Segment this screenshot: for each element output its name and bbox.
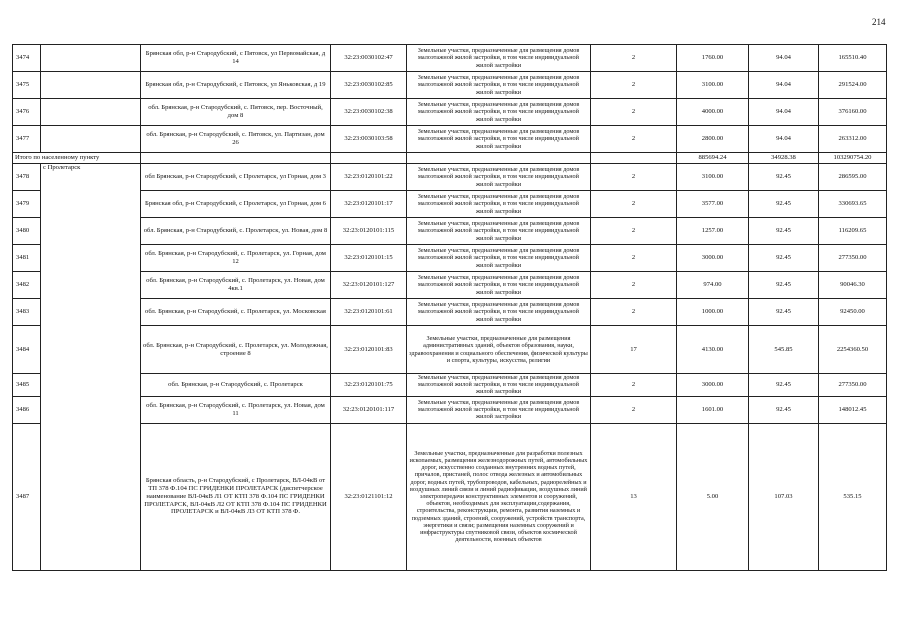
group-number: 2 <box>591 374 677 397</box>
cadastral-number: 32:23:0120101:61 <box>331 299 407 326</box>
cadastral-number: 32:23:0030102:85 <box>331 72 407 99</box>
address-cell: обл Брянская, р-н Стародубский, с Пролетарск, ул Горная, дом 3 <box>141 164 331 191</box>
row-number: 3484 <box>13 326 41 374</box>
rate-value: 92.45 <box>749 374 819 397</box>
cadastral-number: 32:23:0030103:58 <box>331 126 407 153</box>
table-body-bottom <box>13 164 887 571</box>
settlement-cell <box>41 45 141 72</box>
land-use-purpose: Земельные участки, предназначенные для размещения домов малоэтажной жилой застройки, в том числе индивидуальной жилой застройки <box>407 72 591 99</box>
cadastral-value: 116209.65 <box>819 218 887 245</box>
rate-value: 92.45 <box>749 164 819 191</box>
rate-value: 92.45 <box>749 218 819 245</box>
group-number: 2 <box>591 191 677 218</box>
table-row <box>13 45 887 72</box>
area-value: 1257.00 <box>677 218 749 245</box>
land-use-purpose: Земельные участки, предназначенные для размещения домов малоэтажной жилой застройки, в том числе индивидуальной жилой застройки <box>407 272 591 299</box>
address-cell: обл. Брянская, р-н Стародубский, с. Пролетарск, ул. Новая, дом 8 <box>141 218 331 245</box>
address-cell: Брянская обл, р-н Стародубский, с Пятовск, ул Яньковская, д 19 <box>141 72 331 99</box>
group-number: 2 <box>591 164 677 191</box>
land-use-purpose: Земельные участки, предназначенные для размещения домов малоэтажной жилой застройки, в том числе индивидуальной жилой застройки <box>407 245 591 272</box>
group-number: 2 <box>591 72 677 99</box>
cadastral-value: 92450.00 <box>819 299 887 326</box>
cadastral-number: 32:23:0120101:17 <box>331 191 407 218</box>
settlement-cell <box>41 72 141 99</box>
row-number: 3480 <box>13 218 41 245</box>
group-number: 2 <box>591 272 677 299</box>
cadastral-value: 165510.40 <box>819 45 887 72</box>
group-number: 2 <box>591 45 677 72</box>
group-number: 2 <box>591 126 677 153</box>
group-number: 2 <box>591 396 677 423</box>
cadastral-value: 376160.00 <box>819 99 887 126</box>
land-use-purpose: Земельные участки, предназначенные для размещения домов малоэтажной жилой застройки, в том числе индивидуальной жилой застройки <box>407 396 591 423</box>
land-use-purpose: Земельные участки, предназначенные для размещения административных зданий, объектов образования, науки, здравоохранения и социального обеспечения, физической культуры и спорта, культуры, искусства, религии <box>407 326 591 374</box>
area-value: 1000.00 <box>677 299 749 326</box>
row-number: 3478 <box>13 164 41 191</box>
address-cell: обл. Брянская, р-н Стародубский, с. Пролетарск, ул. Горная, дом 12 <box>141 245 331 272</box>
rate-value: 107.03 <box>749 423 819 570</box>
cadastral-value: 277350.00 <box>819 245 887 272</box>
rate-value: 545.85 <box>749 326 819 374</box>
table-row <box>13 326 887 374</box>
table-row <box>13 423 887 570</box>
table-summary <box>13 153 887 164</box>
land-use-purpose: Земельные участки, предназначенные для размещения домов малоэтажной жилой застройки, в том числе индивидуальной жилой застройки <box>407 99 591 126</box>
cadastral-number: 32:23:0120101:75 <box>331 374 407 397</box>
cadastral-value: 535.15 <box>819 423 887 570</box>
cadastral-number: 32:23:0030102:47 <box>331 45 407 72</box>
address-cell: Брянская обл, р-н Стародубский, с Пролетарск, ул Горная, дом 6 <box>141 191 331 218</box>
table-row <box>13 72 887 99</box>
row-number: 3474 <box>13 45 41 72</box>
area-value: 1601.00 <box>677 396 749 423</box>
cadastral-value-table <box>12 44 887 571</box>
row-number: 3485 <box>13 374 41 397</box>
row-number: 3482 <box>13 272 41 299</box>
cadastral-value: 263312.00 <box>819 126 887 153</box>
table-row <box>13 218 887 245</box>
rate-value: 92.45 <box>749 299 819 326</box>
rate-value: 94.04 <box>749 99 819 126</box>
address-cell: обл. Брянская, р-н Стародубский, с. Пролетарск <box>141 374 331 397</box>
cadastral-number: 32:23:0120101:22 <box>331 164 407 191</box>
summary-value: 103290754.20 <box>819 153 887 164</box>
cadastral-value: 330693.65 <box>819 191 887 218</box>
area-value: 5.00 <box>677 423 749 570</box>
cadastral-value: 277350.00 <box>819 374 887 397</box>
address-cell: Брянская область, р-н Стародубский, с Пролетарск, ВЛ-04кВ от ТП 378 Ф.104 ПС ГРИДЕНКИ ПРОЛЕТАРСК (диспетчерское наименование ВЛ-04кВ Л1 ОТ КТП 378 Ф.104 ПС ГРИДЕНКИ ПРОЛЕТАРСК, ВЛ-04кВ Л2 ОТ КТП 378 Ф.104 ПС ГРИДЕНКИ ПРОЛЕТАРСК и ВЛ-04кВ Л3 ОТ КТП 378 Ф. <box>141 423 331 570</box>
settlement-cell <box>41 126 141 153</box>
address-cell: обл. Брянская, р-н Стародубский, с. Пятовск, пер. Восточный, дом 8 <box>141 99 331 126</box>
cadastral-number: 32:23:0120101:83 <box>331 326 407 374</box>
row-number: 3477 <box>13 126 41 153</box>
table-row <box>13 272 887 299</box>
table-row <box>13 374 887 397</box>
land-use-purpose: Земельные участки, предназначенные для размещения домов малоэтажной жилой застройки, в том числе индивидуальной жилой застройки <box>407 126 591 153</box>
rate-value: 92.45 <box>749 272 819 299</box>
address-cell: обл. Брянская, р-н Стародубский, с. Пролетарск, ул. Московская <box>141 299 331 326</box>
table-row <box>13 126 887 153</box>
group-number: 2 <box>591 99 677 126</box>
group-number: 2 <box>591 218 677 245</box>
row-number: 3475 <box>13 72 41 99</box>
cadastral-number: 32:23:0120101:117 <box>331 396 407 423</box>
address-cell: обл. Брянская, р-н Стародубский, с. Пролетарск, ул. Молодежная, строение 8 <box>141 326 331 374</box>
table-row <box>13 164 887 191</box>
cadastral-value: 2254360.50 <box>819 326 887 374</box>
settlement-cell <box>41 99 141 126</box>
area-value: 4130.00 <box>677 326 749 374</box>
rate-value: 92.45 <box>749 396 819 423</box>
area-value: 3100.00 <box>677 164 749 191</box>
summary-rate: 34928.38 <box>749 153 819 164</box>
cadastral-number: 32:23:0120101:127 <box>331 272 407 299</box>
page-number: 214 <box>872 17 886 27</box>
area-value: 2800.00 <box>677 126 749 153</box>
cadastral-number: 32:23:0030102:38 <box>331 99 407 126</box>
address-cell: обл. Брянская, р-н Стародубский, с. Пятовск, ул. Партизан, дом 26 <box>141 126 331 153</box>
summary-row <box>13 153 887 164</box>
area-value: 974.00 <box>677 272 749 299</box>
area-value: 3577.00 <box>677 191 749 218</box>
area-value: 1760.00 <box>677 45 749 72</box>
rate-value: 94.04 <box>749 45 819 72</box>
settlement-name: с Пролетарск <box>41 164 141 571</box>
rate-value: 92.45 <box>749 191 819 218</box>
summary-area: 885694.24 <box>677 153 749 164</box>
table-row <box>13 191 887 218</box>
rate-value: 94.04 <box>749 72 819 99</box>
summary-label: Итого по населенному пункту <box>13 153 141 164</box>
table-row <box>13 245 887 272</box>
area-value: 3000.00 <box>677 245 749 272</box>
row-number: 3481 <box>13 245 41 272</box>
land-use-purpose: Земельные участки, предназначенные для разработки полезных ископаемых, размещения железнодорожных путей, автомобильных дорог, искусственно созданных внутренних водных путей, причалов, пристаней, полос отвода железных и автомобильных дорог, водных путей, трубопроводов, кабельных, радиорелейных и воздушных линий связи и линий радиофикации, воздушных линий электропередачи конструктивных элементов и сооружений, объектов, необходимых для эксплуатации,содержания, строительства, реконструкции, ремонта, развития наземных и подземных зданий, строений, сооружений, устройств транспорта, энергетики и связи; размещения наземных сооружений и инфраструктуры спутниковой связи, объектов космической деятельности, военных объектов <box>407 423 591 570</box>
table-row <box>13 396 887 423</box>
area-value: 3000.00 <box>677 374 749 397</box>
cadastral-number: 32:23:0121101:12 <box>331 423 407 570</box>
group-number: 13 <box>591 423 677 570</box>
row-number: 3476 <box>13 99 41 126</box>
row-number: 3486 <box>13 396 41 423</box>
table-row <box>13 299 887 326</box>
land-use-purpose: Земельные участки, предназначенные для размещения домов малоэтажной жилой застройки, в том числе индивидуальной жилой застройки <box>407 218 591 245</box>
row-number: 3483 <box>13 299 41 326</box>
row-number: 3479 <box>13 191 41 218</box>
address-cell: обл. Брянская, р-н Стародубский, с. Пролетарск, ул. Новая, дом 4кв.1 <box>141 272 331 299</box>
land-use-purpose: Земельные участки, предназначенные для размещения домов малоэтажной жилой застройки, в том числе индивидуальной жилой застройки <box>407 191 591 218</box>
cadastral-value: 148012.45 <box>819 396 887 423</box>
cadastral-number: 32:23:0120101:115 <box>331 218 407 245</box>
address-cell: обл. Брянская, р-н Стародубский, с. Пролетарск, ул. Новая, дом 11 <box>141 396 331 423</box>
cadastral-value: 286595.00 <box>819 164 887 191</box>
cadastral-value: 291524.00 <box>819 72 887 99</box>
rate-value: 92.45 <box>749 245 819 272</box>
land-use-purpose: Земельные участки, предназначенные для размещения домов малоэтажной жилой застройки, в том числе индивидуальной жилой застройки <box>407 45 591 72</box>
row-number: 3487 <box>13 423 41 570</box>
table-row <box>13 99 887 126</box>
address-cell: Брянская обл, р-н Стародубский, с Пятовск, ул Первомайская, д 14 <box>141 45 331 72</box>
land-use-purpose: Земельные участки, предназначенные для размещения домов малоэтажной жилой застройки, в том числе индивидуальной жилой застройки <box>407 374 591 397</box>
area-value: 3100.00 <box>677 72 749 99</box>
group-number: 2 <box>591 299 677 326</box>
group-number: 2 <box>591 245 677 272</box>
cadastral-value: 90046.30 <box>819 272 887 299</box>
area-value: 4000.00 <box>677 99 749 126</box>
cadastral-number: 32:23:0120101:15 <box>331 245 407 272</box>
land-use-purpose: Земельные участки, предназначенные для размещения домов малоэтажной жилой застройки, в том числе индивидуальной жилой застройки <box>407 299 591 326</box>
table-body-top <box>13 45 887 153</box>
group-number: 17 <box>591 326 677 374</box>
land-use-purpose: Земельные участки, предназначенные для размещения домов малоэтажной жилой застройки, в том числе индивидуальной жилой застройки <box>407 164 591 191</box>
rate-value: 94.04 <box>749 126 819 153</box>
